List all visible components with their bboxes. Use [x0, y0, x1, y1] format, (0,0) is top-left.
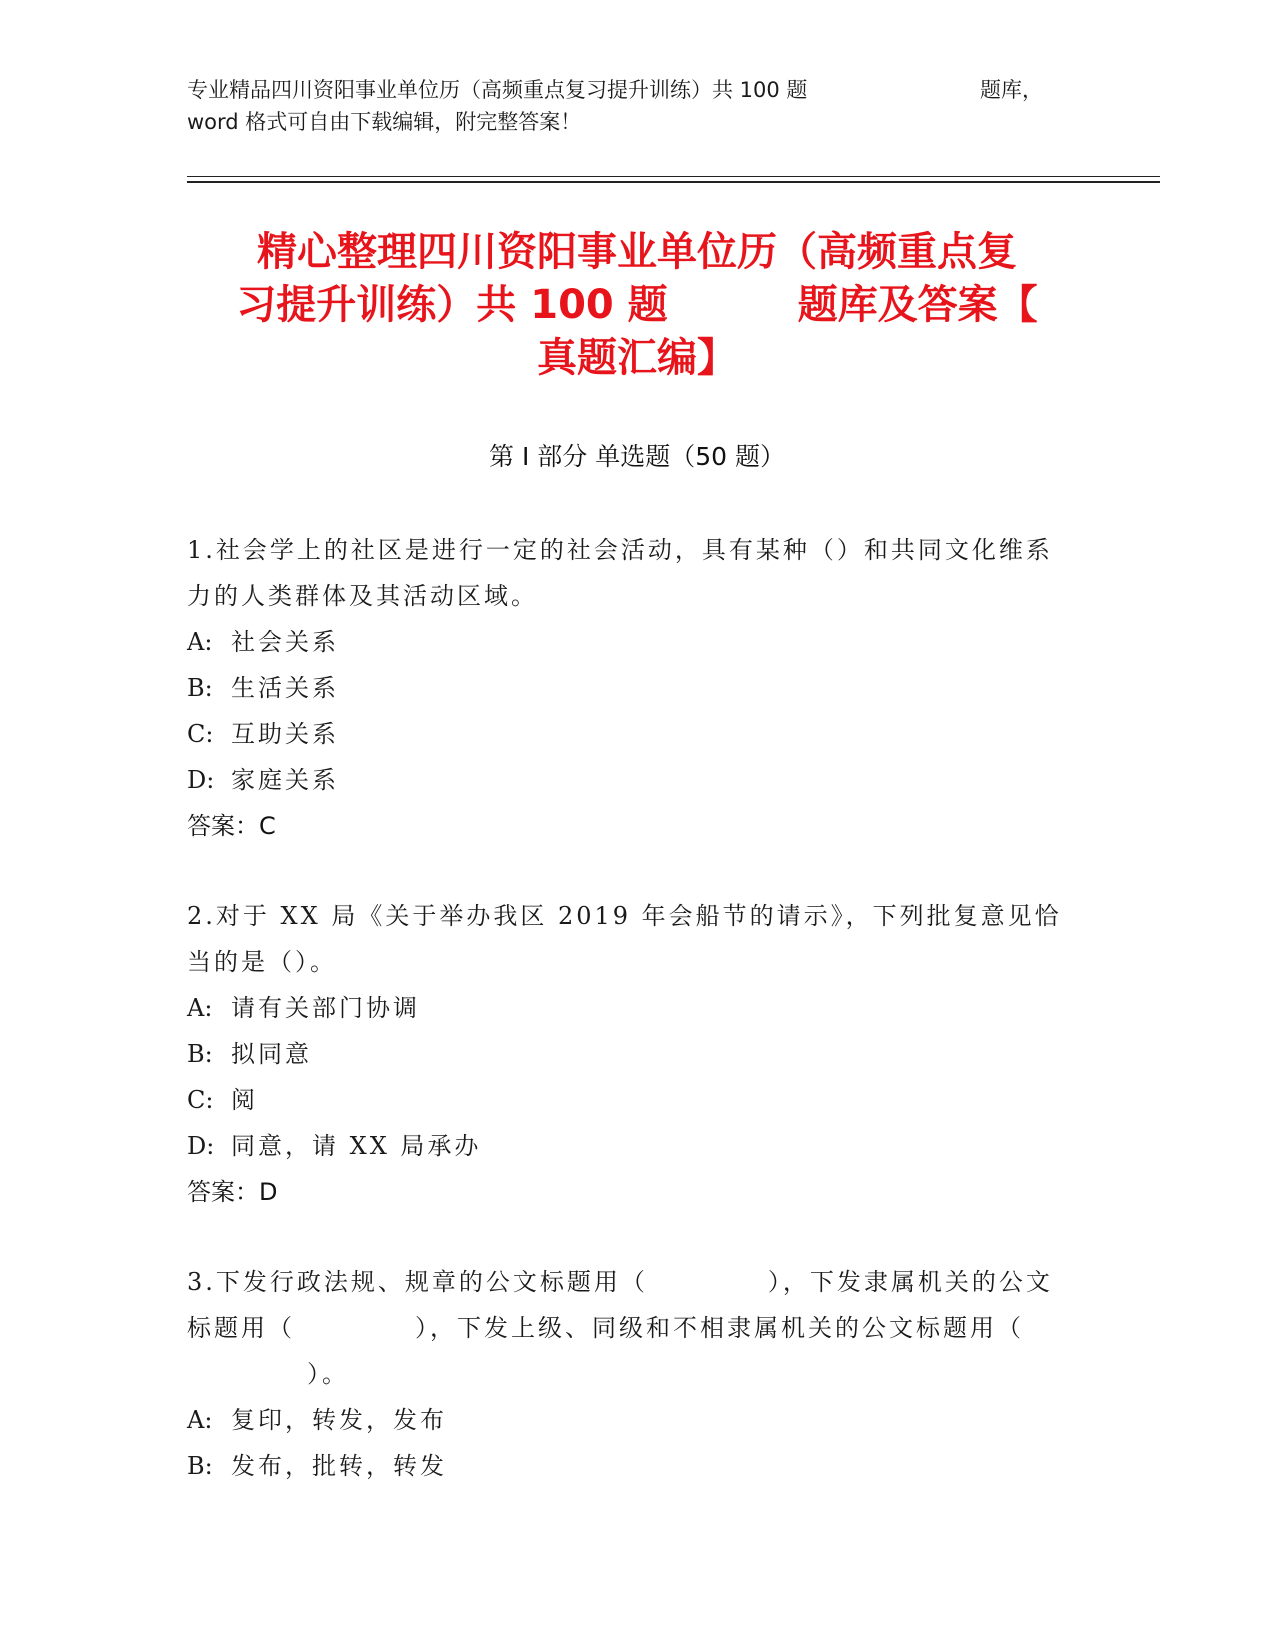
option-a	[187, 619, 1067, 665]
option-text: 复印，转发，发布	[231, 1406, 447, 1434]
option-text: 拟同意	[231, 1040, 312, 1068]
option-a	[187, 985, 1067, 1031]
option-d	[187, 1123, 1067, 1169]
option-key: D:	[187, 766, 215, 794]
question-3	[187, 1259, 1067, 1489]
question-1	[187, 527, 1067, 849]
answer-line: 答案：D	[187, 1178, 278, 1206]
header-line-2: word 格式可自由下载编辑，附完整答案！	[187, 110, 582, 134]
option-key: A:	[187, 1406, 213, 1434]
header-divider-thin	[187, 176, 1160, 177]
header-text-right: 题库，	[980, 78, 1043, 102]
stem-part-1: 3.下发行政法规、规章的公文标题用（	[187, 1268, 648, 1296]
option-key: B:	[187, 674, 213, 702]
option-key: A:	[187, 628, 213, 656]
option-c	[187, 711, 1067, 757]
option-text: 生活关系	[231, 674, 339, 702]
header-text-left: 专业精品四川资阳事业单位历（高频重点复习提升训练）共 100 题	[187, 78, 808, 102]
option-text: 请有关部门协调	[231, 994, 420, 1022]
option-text: 家庭关系	[231, 766, 339, 794]
option-d	[187, 757, 1067, 803]
option-text: 互助关系	[231, 720, 339, 748]
document-title	[187, 226, 1087, 385]
header-line-1	[187, 74, 1067, 106]
option-key: C:	[187, 1086, 214, 1114]
title-line-3: 真题汇编】	[537, 335, 737, 381]
title-line-2	[187, 279, 1087, 332]
option-c	[187, 1077, 1067, 1123]
answer-line: 答案：C	[187, 812, 276, 840]
option-b	[187, 1031, 1067, 1077]
option-key: B:	[187, 1452, 213, 1480]
option-b	[187, 1443, 1067, 1489]
option-text: 发布，批转，转发	[231, 1452, 447, 1480]
section-heading: 第 I 部分 单选题（50 题）	[489, 442, 785, 471]
option-a	[187, 1397, 1067, 1443]
title-line-2b: 题库及答案【	[797, 282, 1038, 328]
option-key: D:	[187, 1132, 215, 1160]
stem-part-3: ），下发上级、同级和不相隶属机关的公文标题用（	[415, 1314, 1024, 1342]
question-stem	[187, 1259, 1067, 1397]
option-text: 社会关系	[231, 628, 339, 656]
question-list	[187, 527, 1067, 1489]
page-header	[187, 74, 1067, 138]
option-text: 阅	[231, 1086, 258, 1114]
title-line-1: 精心整理四川资阳事业单位历（高频重点复	[257, 229, 1017, 275]
stem-part-4: ）。	[307, 1360, 349, 1388]
header-divider-thick	[187, 181, 1160, 183]
option-b	[187, 665, 1067, 711]
title-line-2a: 习提升训练）共 100 题	[236, 282, 668, 328]
question-stem: 2.对于 XX 局《关于举办我区 2019 年会船节的请示》，下列批复意见恰当的是（）。	[187, 902, 1062, 976]
question-2	[187, 893, 1067, 1215]
option-key: C:	[187, 720, 214, 748]
option-text: 同意，请 XX 局承办	[231, 1132, 482, 1160]
option-key: A:	[187, 994, 213, 1022]
question-stem: 1.社会学上的社区是进行一定的社会活动，具有某种（）和共同文化维系力的人类群体及其活动区域。	[187, 536, 1053, 610]
stem-part-2: ），下发隶属机关的公文标题用（	[187, 1268, 1053, 1342]
option-key: B:	[187, 1040, 213, 1068]
